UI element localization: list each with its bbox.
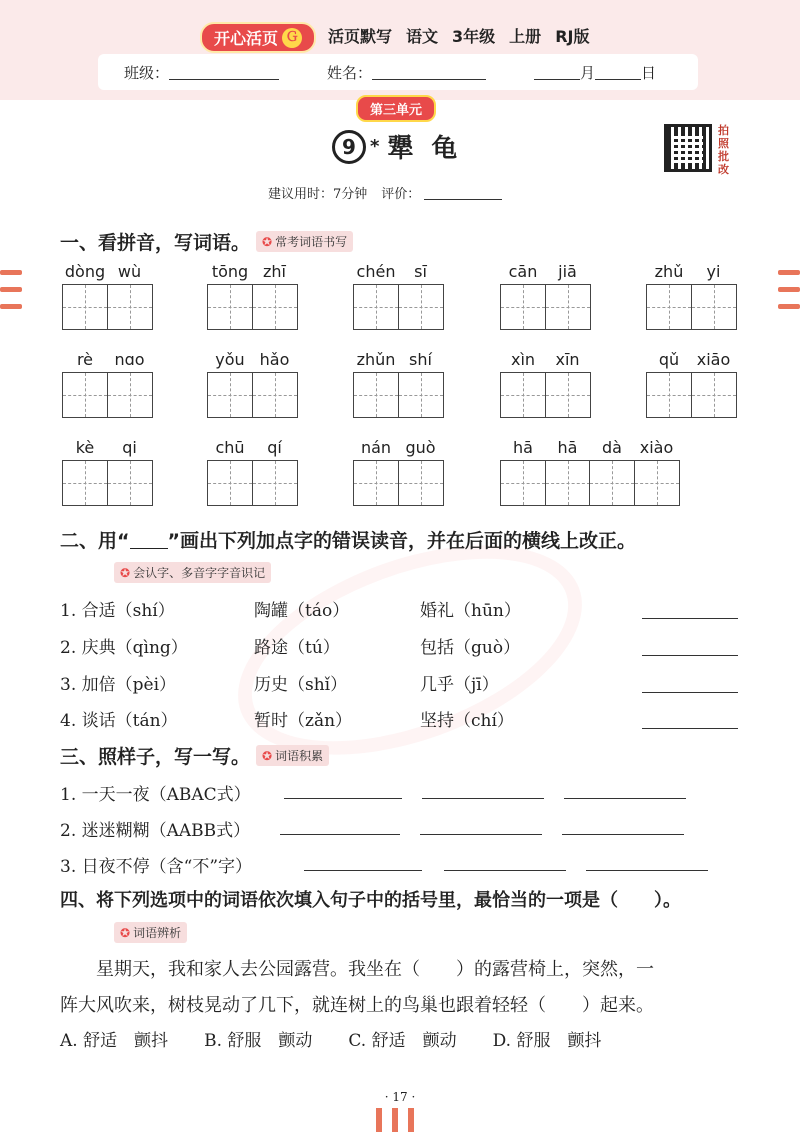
option-c[interactable]: C. 舒适 颤动 — [348, 1031, 457, 1051]
left-decor-bars — [0, 270, 22, 321]
pronunciation-item[interactable]: 几乎（jī） — [420, 675, 499, 695]
tian-grid-cell[interactable] — [107, 460, 153, 506]
pronunciation-item[interactable]: 坚持（chí） — [420, 711, 514, 731]
pinyin-syllable: tōng — [211, 262, 249, 281]
pronunciation-item[interactable]: 婚礼（hūn） — [420, 601, 521, 621]
pronunciation-item[interactable]: 包括（guò） — [420, 638, 521, 658]
tian-grid-cell[interactable] — [589, 460, 635, 506]
writing-boxes — [62, 460, 151, 506]
pinyin-syllable: dà — [602, 438, 622, 457]
writing-boxes — [207, 284, 296, 330]
star-icon: ✪ — [120, 925, 131, 940]
section4-tag — [114, 922, 187, 943]
section3-tag — [256, 745, 329, 766]
answer-line[interactable] — [284, 798, 402, 799]
pronunciation-item[interactable]: 1. 合适（shí） — [60, 601, 175, 621]
correction-line[interactable] — [642, 728, 738, 729]
writing-boxes — [62, 284, 151, 330]
section3-tag-text: 词语积累 — [275, 749, 324, 763]
edition-label: RJ版 — [555, 27, 590, 46]
option-b[interactable]: B. 舒服 颤动 — [204, 1031, 313, 1051]
pinyin-syllable: qǔ — [658, 350, 680, 369]
tian-grid-cell[interactable] — [207, 372, 253, 418]
tian-grid-cell[interactable] — [62, 460, 108, 506]
header-meta — [328, 24, 589, 47]
pinyin-syllable: zhī — [263, 262, 286, 281]
pinyin-syllable: xiāo — [696, 350, 731, 369]
pinyin-syllable: hǎo — [259, 350, 290, 369]
lesson-star: * — [370, 136, 380, 157]
pinyin-syllable: jiā — [558, 262, 577, 281]
tian-grid-cell[interactable] — [62, 284, 108, 330]
tian-grid-cell[interactable] — [353, 284, 399, 330]
tian-grid-cell[interactable] — [252, 460, 298, 506]
correction-line[interactable] — [642, 692, 738, 693]
passage-line-2: 阵大风吹来，树枝晃动了几下，就连树上的鸟巢也跟着轻轻（ ）起来。 — [60, 995, 654, 1016]
correction-line[interactable] — [642, 655, 738, 656]
pinyin-syllable: qí — [267, 438, 282, 457]
tian-grid-cell[interactable] — [545, 460, 591, 506]
answer-line[interactable] — [562, 834, 684, 835]
section4-title: 四、将下列选项中的词语依次填入句子中的括号里，最恰当的一项是（ ）。 — [60, 890, 681, 911]
pinyin-syllable: chū — [215, 438, 245, 457]
answer-line[interactable] — [280, 834, 400, 835]
pinyin-syllable: chén — [356, 262, 396, 281]
tian-grid-cell[interactable] — [398, 372, 444, 418]
answer-line[interactable] — [422, 798, 544, 799]
section4-tag-text: 词语辨析 — [133, 926, 182, 940]
section2-title — [60, 526, 636, 553]
pinyin-syllable: qi — [122, 438, 137, 457]
pronunciation-item[interactable]: 2. 庆典（qìng） — [60, 638, 188, 658]
pronunciation-item[interactable]: 路途（tú） — [254, 638, 340, 658]
brand-pill — [200, 22, 316, 53]
option-a[interactable]: A. 舒适 颤抖 — [60, 1031, 169, 1051]
month-input-line[interactable] — [534, 64, 580, 80]
pinyin-syllable: yi — [706, 262, 721, 281]
tian-grid-cell[interactable] — [646, 372, 692, 418]
pinyin-syllable: guò — [405, 438, 436, 457]
tian-grid-cell[interactable] — [353, 460, 399, 506]
writing-boxes — [353, 372, 442, 418]
month-label: 月 — [580, 63, 596, 82]
page-number: · 17 · — [384, 1090, 416, 1104]
unit-badge: 第三单元 — [356, 95, 436, 122]
brand-text: 开心活页 — [214, 29, 279, 48]
name-label: 姓名： — [327, 63, 373, 82]
writing-boxes — [646, 284, 735, 330]
brand-swirl-icon: Ｇ — [282, 28, 302, 48]
right-decor-bars — [778, 270, 800, 321]
section2-tag — [114, 562, 271, 583]
star-icon: ✪ — [120, 565, 131, 580]
section2-title-post: ”画出下列加点字的错误读音，并在后面的横线上改正。 — [167, 530, 636, 552]
section2-title-pre: 二、用“ — [60, 530, 130, 552]
pinyin-syllable: xiào — [639, 438, 674, 457]
pronunciation-item[interactable]: 3. 加倍（pèi） — [60, 675, 177, 695]
volume-label: 上册 — [509, 27, 542, 46]
class-input-line[interactable] — [169, 64, 279, 80]
writing-boxes — [500, 460, 678, 506]
lesson-title — [332, 128, 475, 165]
section2-tag-text: 会认字、多音字字音识记 — [133, 566, 266, 580]
name-input-line[interactable] — [372, 64, 486, 80]
pinyin-syllable: hā — [557, 438, 578, 457]
tian-grid-cell[interactable] — [646, 284, 692, 330]
class-label: 班级： — [124, 63, 170, 82]
pinyin-syllable: xìn — [510, 350, 536, 369]
bottom-decor-bars — [376, 1108, 414, 1132]
section1-title-text: 一、看拼音，写词语。 — [60, 232, 251, 254]
writing-boxes — [500, 284, 589, 330]
suggested-time: 建议用时：7分钟 — [268, 187, 368, 202]
tian-grid-cell[interactable] — [62, 372, 108, 418]
section1-tag — [256, 231, 353, 252]
tian-grid-cell[interactable] — [252, 284, 298, 330]
tian-grid-cell[interactable] — [107, 372, 153, 418]
tian-grid-cell[interactable] — [545, 372, 591, 418]
lesson-number: 9 — [332, 130, 366, 164]
writing-boxes — [207, 372, 296, 418]
pinyin-syllable: kè — [75, 438, 95, 457]
star-icon: ✪ — [262, 234, 273, 249]
writing-boxes — [353, 284, 442, 330]
pinyin-syllable: nɑo — [114, 350, 145, 369]
pinyin-syllable: sī — [414, 262, 427, 281]
tian-grid-cell[interactable] — [353, 372, 399, 418]
section1-tag-text: 常考词语书写 — [275, 235, 348, 249]
passage-line-1: 星期天，我和家人去公园露营。我坐在（ ）的露营椅上，突然，一 — [96, 959, 654, 980]
tian-grid-cell[interactable] — [398, 284, 444, 330]
tian-grid-cell[interactable] — [545, 284, 591, 330]
tian-grid-cell[interactable] — [500, 460, 546, 506]
pronunciation-item[interactable]: 历史（shǐ） — [254, 675, 348, 695]
writing-boxes — [353, 460, 442, 506]
section3-title-text: 三、照样子，写一写。 — [60, 746, 251, 768]
day-label: 日 — [641, 63, 657, 82]
pinyin-syllable: shí — [409, 350, 432, 369]
answer-line[interactable] — [564, 798, 686, 799]
writing-boxes — [500, 372, 589, 418]
day-input-line[interactable] — [595, 64, 641, 80]
qr-caption: 拍照批改 — [718, 124, 729, 176]
pinyin-syllable: zhǔn — [356, 350, 396, 369]
pronunciation-item[interactable]: 暂时（zǎn） — [254, 711, 353, 731]
correction-line[interactable] — [642, 618, 738, 619]
tian-grid-cell[interactable] — [252, 372, 298, 418]
pinyin-syllable: hā — [513, 438, 533, 457]
choice-options — [60, 1026, 601, 1051]
series-label: 活页默写 — [328, 27, 393, 46]
writing-boxes — [62, 372, 151, 418]
answer-line[interactable] — [304, 870, 422, 871]
pinyin-syllable: cān — [508, 262, 538, 281]
writing-boxes — [646, 372, 735, 418]
section3-row-1: 1. 一天一夜（ABAC式） — [60, 785, 251, 805]
qr-code-icon[interactable] — [664, 124, 712, 172]
tian-grid-cell[interactable] — [107, 284, 153, 330]
evaluation-line[interactable] — [424, 186, 502, 200]
time-row — [268, 183, 502, 202]
tian-grid-cell[interactable] — [691, 372, 737, 418]
brand-logo — [200, 22, 316, 53]
pinyin-syllable: zhǔ — [654, 262, 684, 281]
writing-boxes — [207, 460, 296, 506]
section3-row-3: 3. 日夜不停（含“不”字） — [60, 857, 253, 877]
pronunciation-item[interactable]: 陶罐（táo） — [254, 601, 350, 621]
pinyin-syllable: wù — [117, 262, 142, 281]
section3-title — [60, 742, 329, 769]
star-icon: ✪ — [262, 748, 273, 763]
tian-grid-cell[interactable] — [691, 284, 737, 330]
tian-grid-cell[interactable] — [398, 460, 444, 506]
answer-line[interactable] — [586, 870, 708, 871]
grade-label: 3年级 — [452, 27, 496, 46]
tian-grid-cell[interactable] — [500, 284, 546, 330]
section1-title — [60, 228, 353, 255]
underline-sample — [130, 531, 168, 549]
tian-grid-cell[interactable] — [207, 460, 253, 506]
option-d[interactable]: D. 舒服 颤抖 — [492, 1031, 602, 1051]
section3-row-2: 2. 迷迷糊糊（AABB式） — [60, 821, 251, 841]
pronunciation-item[interactable]: 4. 谈话（tán） — [60, 711, 178, 731]
answer-line[interactable] — [420, 834, 542, 835]
answer-line[interactable] — [444, 870, 566, 871]
student-info-row — [98, 54, 698, 90]
pinyin-syllable: dòng — [64, 262, 106, 281]
tian-grid-cell[interactable] — [500, 372, 546, 418]
subject-label: 语文 — [406, 27, 439, 46]
lesson-name: 犟龟 — [387, 134, 476, 164]
tian-grid-cell[interactable] — [207, 284, 253, 330]
pinyin-syllable: nán — [360, 438, 392, 457]
tian-grid-cell[interactable] — [634, 460, 680, 506]
evaluation-label: 评价： — [381, 187, 421, 202]
pinyin-syllable: yǒu — [215, 350, 245, 369]
pinyin-syllable: rè — [76, 350, 94, 369]
pinyin-syllable: xīn — [555, 350, 580, 369]
